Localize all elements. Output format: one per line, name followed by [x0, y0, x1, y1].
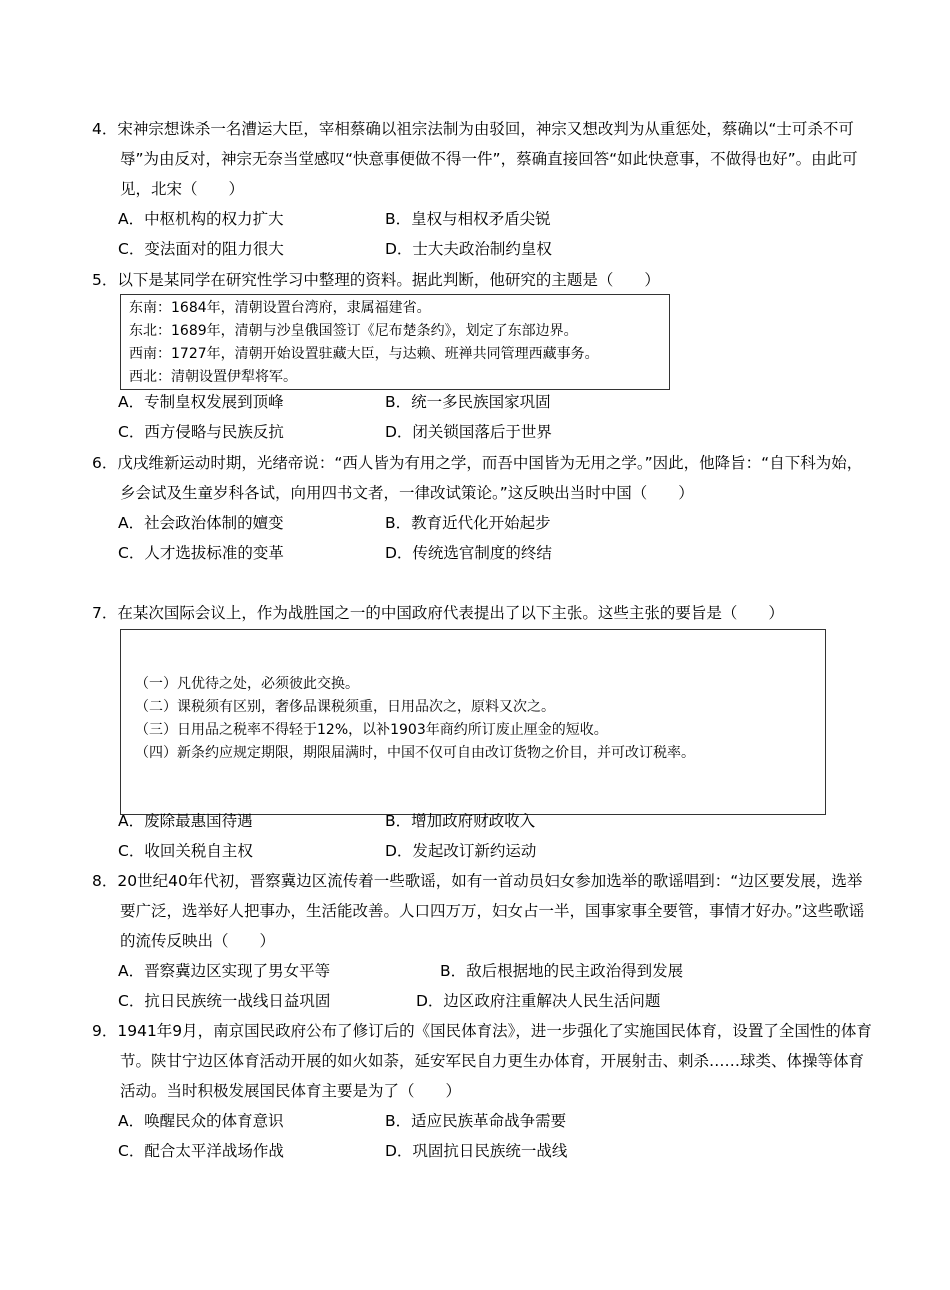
options-row [92, 1106, 872, 1136]
material-line: （三）日用品之税率不得轻于12%，以补1903年商约所订废止厘金的短收。 [135, 722, 608, 738]
options-row [92, 1136, 872, 1166]
option-a[interactable]: A．晋察冀边区实现了男女平等 [118, 962, 331, 980]
options-row [92, 806, 872, 836]
option-a[interactable]: A．中枢机构的权力扩大 [118, 210, 284, 228]
material-line: 东北：1689年，清朝与沙皇俄国签订《尼布楚条约》，划定了东部边界。 [129, 323, 578, 339]
question-7-options [92, 806, 872, 866]
question-5 [92, 265, 872, 295]
question-7 [92, 598, 872, 628]
question-5-stem: 5．以下是某同学在研究性学习中整理的资料。据此判断，他研究的主题是（ ） [92, 271, 660, 289]
option-b[interactable]: B．教育近代化开始起步 [385, 514, 551, 532]
question-9 [92, 1016, 872, 1166]
option-a[interactable]: A．社会政治体制的嬗变 [118, 514, 284, 532]
option-a[interactable]: A．专制皇权发展到顶峰 [118, 393, 284, 411]
options-row [92, 538, 872, 568]
option-d[interactable]: D．边区政府注重解决人民生活问题 [416, 992, 661, 1010]
option-c[interactable]: C．西方侵略与民族反抗 [118, 423, 284, 441]
question-4-stem: 4．宋神宗想诛杀一名漕运大臣，宰相蔡确以祖宗法制为由驳回，神宗又想改判为从重惩处，蔡确以“士可杀不可辱”为由反对，神宗无奈当堂感叹“快意事便做不得一件”，蔡确直接回答“如此快意事，不做得也好”。由此可见，北宋（ ） [92, 120, 858, 198]
question-6 [92, 448, 872, 568]
options-row [92, 234, 872, 264]
material-line: 西南：1727年，清朝开始设置驻藏大臣，与达赖、班禅共同管理西藏事务。 [129, 346, 599, 362]
option-a[interactable]: A．唤醒民众的体育意识 [118, 1112, 284, 1130]
option-d[interactable]: D．闭关锁国落后于世界 [385, 423, 552, 441]
option-d[interactable]: D．发起改订新约运动 [385, 842, 537, 860]
option-b[interactable]: B．增加政府财政收入 [385, 812, 536, 830]
option-d[interactable]: D．士大夫政治制约皇权 [385, 240, 552, 258]
option-d[interactable]: D．传统选官制度的终结 [385, 544, 552, 562]
question-6-stem: 6．戊戌维新运动时期，光绪帝说：“西人皆为有用之学，而吾中国皆为无用之学。”因此，他降旨：“自下科为始，乡会试及生童岁科各试，向用四书文者，一律改试策论。”这反映出当时中国（ ） [92, 454, 863, 502]
question-7-stem: 7．在某次国际会议上，作为战胜国之一的中国政府代表提出了以下主张。这些主张的要旨是（ ） [92, 604, 784, 622]
option-c[interactable]: C．收回关税自主权 [118, 842, 253, 860]
options-row [92, 508, 872, 538]
material-box [120, 629, 826, 815]
option-c[interactable]: C．人才选拔标准的变革 [118, 544, 284, 562]
option-b[interactable]: B．敌后根据地的民主政治得到发展 [440, 962, 684, 980]
options-row [92, 204, 872, 234]
question-9-stem: 9．1941年9月，南京国民政府公布了修订后的《国民体育法》，进一步强化了实施国民体育，设置了全国性的体育节。陕甘宁边区体育活动开展的如火如荼，延安军民自力更生办体育，开展射击、刺杀……球类、体操等体育活动。当时积极发展国民体育主要是为了（ ） [92, 1022, 872, 1100]
option-d[interactable]: D．巩固抗日民族统一战线 [385, 1142, 568, 1160]
options-row [92, 417, 872, 447]
option-a[interactable]: A．废除最惠国待遇 [118, 812, 253, 830]
material-line: 东南：1684年，清朝设置台湾府，隶属福建省。 [129, 300, 431, 316]
material-line: （四）新条约应规定期限，期限届满时，中国不仅可自由改订货物之价目，并可改订税率。 [135, 745, 695, 761]
question-8-stem: 8．20世纪40年代初，晋察冀边区流传着一些歌谣，如有一首动员妇女参加选举的歌谣唱到：“边区要发展，选举要广泛，选举好人把事办，生活能改善。人口四万万，妇女占一半，国事家事全要管，事情才好办。”这些歌谣的流传反映出（ ） [92, 872, 865, 950]
options-row [92, 836, 872, 866]
question-4 [92, 114, 872, 264]
option-b[interactable]: B．统一多民族国家巩固 [385, 393, 551, 411]
question-5-options [92, 387, 872, 447]
material-line: （一）凡优待之处，必须彼此交换。 [135, 676, 359, 692]
option-c[interactable]: C．变法面对的阻力很大 [118, 240, 284, 258]
option-c[interactable]: C．配合太平洋战场作战 [118, 1142, 284, 1160]
options-row [92, 387, 872, 417]
option-c[interactable]: C．抗日民族统一战线日益巩固 [118, 992, 331, 1010]
options-row [92, 956, 872, 986]
material-box [120, 294, 670, 390]
option-b[interactable]: B．适应民族革命战争需要 [385, 1112, 567, 1130]
material-line: 西北：清朝设置伊犁将军。 [129, 369, 297, 385]
options-row [92, 986, 872, 1016]
material-line: （二）课税须有区别，奢侈品课税须重，日用品次之，原料又次之。 [135, 699, 555, 715]
option-b[interactable]: B．皇权与相权矛盾尖锐 [385, 210, 551, 228]
question-8 [92, 866, 872, 1016]
